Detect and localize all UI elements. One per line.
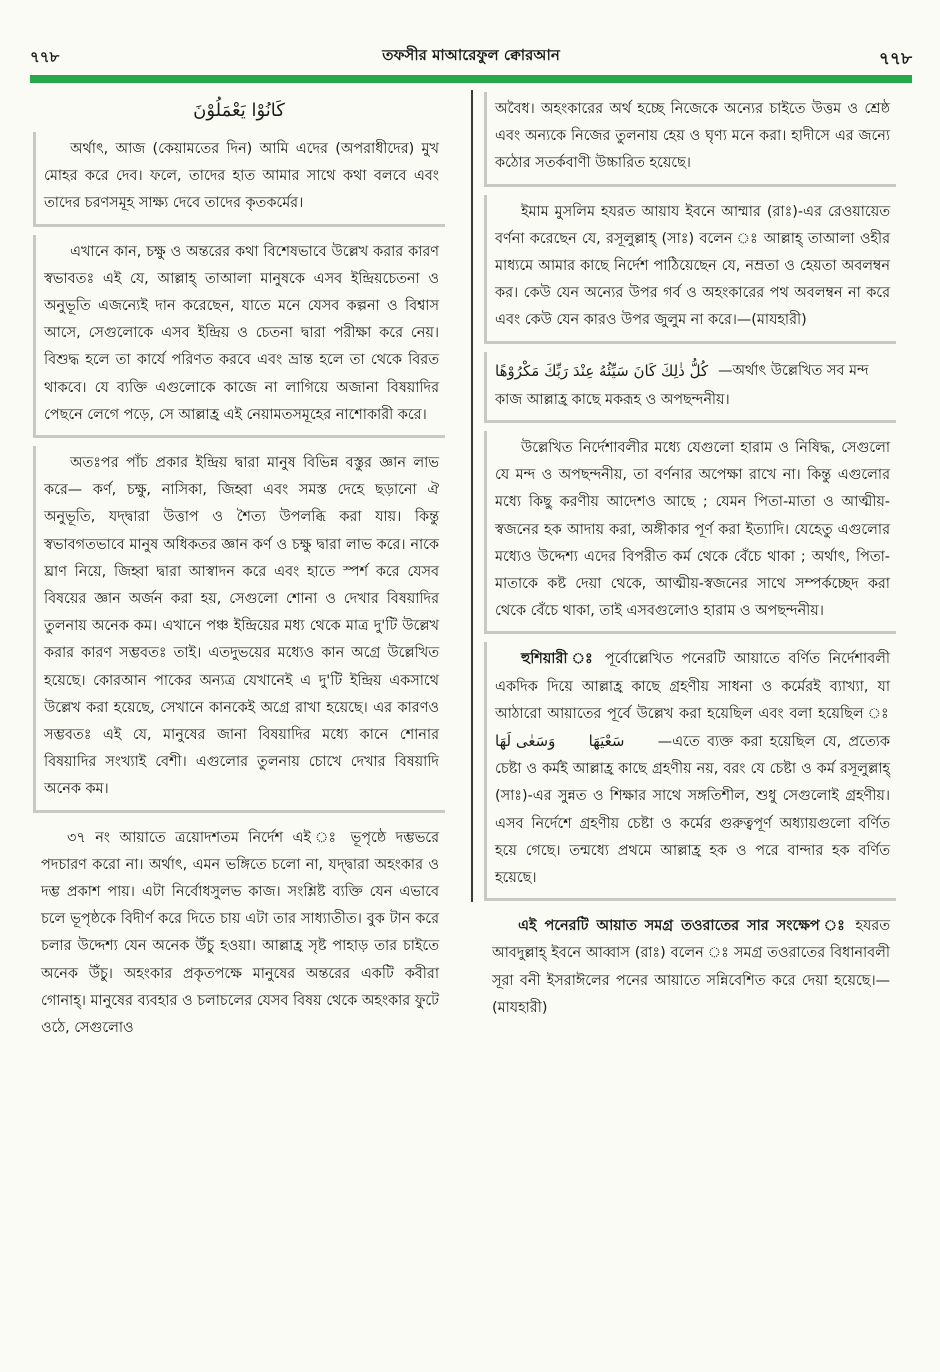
paragraph [484, 195, 896, 344]
paragraph-text: কাজ আল্লাহ্র কাছে মকরূহ ও অপছন্দনীয়। [495, 391, 730, 408]
paragraph [33, 235, 445, 438]
paragraph-text: অতঃপর পাঁচ প্রকার ইন্দ্রিয় দ্বারা মানুষ বিভিন্ন বস্তুর জ্ঞান লাভ করে— কর্ণ, চক্ষু, নাসিকা, জিহ্বা এবং সমস্ত দেহে ছড়ানো ঐ অনুভূতি, যদ্দ্বারা উত্তাপ ও শৈত্য উপলব্ধি করা যায়। কিন্তু স্বভাবগতভাবে মানুষ অধিকতর জ্ঞান কর্ণ ও চক্ষু দ্বারা লাভ করে। নাকে ঘ্রাণ নিয়ে, জিহ্বা দ্বারা আস্বাদন করে এবং হাতে স্পর্শ করে যেসব বিষয়ের জ্ঞান অর্জন করা হয়, সেগুলো শোনা ও দেখার বিষয়াদির তুলনায় অনেক কম। এখানে পঞ্চ ইন্দ্রিয়ের মধ্য থেকে মাত্র দু'টি উল্লেখ করার কারণ সম্ভবতঃ তাই। এতদুভয়ের মধ্যেও কান অগ্রে উল্লেখিত হয়েছে। কোরআন পাকের অন্যত্র যেখানেই এ দু'টি ইন্দ্রিয় একসাথে উল্লেখ করা হয়েছে, সেখানে কানকেই অগ্রে রাখা হয়েছে। এর কারণও সম্ভবতঃ এই যে, মানুষের জানা বিষয়াদির মধ্যে কানে শোনার বিষয়াদির সংখ্যাই বেশী। এগুলোর তুলনায় চোখে দেখার বিষয়াদি অনেক কম। [44, 455, 439, 798]
column-divider [471, 90, 473, 902]
right-column [484, 92, 896, 1036]
arabic-verse: كُلُّ ذٰلِكَ كَانَ سَيِّئُهُ عِنْدَ رَبِّكَ مَكْرُوْهًا [495, 361, 709, 380]
paragraph-text: এখানে কান, চক্ষু ও অন্তরের কথা বিশেষভাবে উল্লেখ করার কারণ স্বভাবতঃ এই যে, আল্লাহ্ তাআলা মানুষকে এসব ইন্দ্রিয়চেতনা ও অনুভূতি এজন্যেই দান করেছেন, যাতে মনে যেসব কল্পনা ও বিশ্বাস আসে, সেগুলোকে এসব ইন্দ্রিয় ও চেতনা দ্বারা পরীক্ষা করে নেয়। বিশুদ্ধ হলে তা কার্যে পরিণত করবে এবং ভ্রান্ত হলে তা থেকে বিরত থাকবে। যে ব্যক্তি এগুলোকে কাজে না লাগিয়ে অজানা বিষয়াদির পেছনে লেগে পড়ে, সে আল্লাহ্র এই নেয়ামতসমূহের নাশোকারী করে। [44, 243, 439, 423]
paragraph [484, 909, 896, 1028]
paragraph [484, 642, 896, 901]
paragraph-text-part: পূর্বোল্লেখিত পনেরটি আয়াতে বর্ণিত নির্দেশাবলী একদিক দিয়ে আল্লাহ্র কাছে গ্রহণীয় সাধনা ও কর্মেরই ব্যাখ্যা, যা আঠারো আয়াতের পূর্বে উল্লেখ করা হয়েছিল এবং বলা হয়েছিল ঃ [495, 651, 891, 722]
left-column [33, 92, 445, 1056]
paragraph-text [495, 646, 890, 892]
paragraph-text: অবৈধ। অহংকারের অর্থ হচ্ছে নিজেকে অন্যের চাইতে উত্তম ও শ্রেষ্ঠ এবং অন্যকে নিজের তুলনায় হেয় ও ঘৃণ্য মনে করা। হাদীসে এর জন্যে কঠোর সতর্কবাণী উচ্চারিত হয়েছে। [495, 101, 890, 172]
arabic-heading: كَانُوْا يَعْمَلُوْنَ [193, 100, 285, 121]
paragraph [33, 446, 445, 813]
paragraph-text: ইমাম মুসলিম হযরত আয়ায ইবনে আম্মার (রাঃ)-এর রেওয়ায়েত বর্ণনা করেছেন যে, রসূলুল্লাহ্ (সাঃ) বলেন ঃ আল্লাহ্ তাআলা ওহীর মাধ্যমে আমার কাছে নির্দেশ পাঠিয়েছেন যে, নম্রতা ও হেয়তা অবলম্বন কর। কেউ যেন অন্যের উপর গর্ব ও অহংকারের পথ অবলম্বন না করে এবং কেউ যেন কারও উপর জুলুম না করে।—(মাযহারী) [495, 203, 890, 329]
header-rule [30, 75, 912, 83]
paragraph-text: উল্লেখিত নির্দেশাবলীর মধ্যে যেগুলো হারাম ও নিষিদ্ধ, সেগুলো যে মন্দ ও অপছন্দনীয়, তা বর্ণনার অপেক্ষা রাখে না। কিন্তু এগুলোর মধ্যে কিছু করণীয় আদেশও আছে ; যেমন পিতা-মাতা ও আত্মীয়-স্বজনের হক আদায় করা, অঙ্গীকার পূর্ণ করা ইত্যাদি। যেহেতু এগুলোর মধ্যেও উদ্দেশ্য এদের বিপরীত কর্ম থেকে বেঁচে থাকা ; অর্থাৎ, পিতা-মাতাকে কষ্ট দেয়া থেকে, আত্মীয়-স্বজনের সাথে সম্পর্কচ্ছেদ করা থেকে বেঁচে থাকা, তাই এসবগুলোও হারাম ও অপছন্দনীয়। [495, 440, 890, 620]
arabic-phrase: سَعْيَهَا [588, 732, 625, 751]
paragraph [484, 352, 896, 423]
page-number-left: ৭৭৮ [30, 48, 60, 66]
paragraph [484, 431, 896, 634]
paragraph [33, 132, 445, 227]
verse-translation-start: —অর্থাৎ উল্লেখিত সব মন্দ [718, 362, 869, 379]
running-title: তফসীর মাআরেফুল ক্বোরআন [382, 46, 560, 64]
paragraph-text: ৩৭ নং আয়াতে ত্রয়োদশতম নির্দেশ এই ঃ ভূপৃষ্ঠে দম্ভভরে পদচারণ করো না। অর্থাৎ, এমন ভঙ্গিতে চলো না, যদ্দ্বারা অহংকার ও দম্ভ প্রকাশ পায়। এটা নির্বোধসুলভ কাজ। সংশ্লিষ্ট ব্যক্তি যেন এভাবে চলে ভূপৃষ্ঠকে বিদীর্ণ করে দিতে চায় এটা তার সাধ্যাতীত। বুক টান করে চলার উদ্দেশ্য যেন অনেক উঁচু হওয়া। আল্লাহ্র সৃষ্ট পাহাড় তার চাইতে অনেক উঁচু। অহংকার প্রকৃতপক্ষে মানুষের অন্তরের একটি কবীরা গোনাহ্। মানুষের ব্যবহার ও চলাচলের যেসব বিষয় থেকে অহংকার ফুটে ওঠে, সেগুলোও [41, 829, 439, 1037]
paragraph [484, 92, 896, 187]
paragraph-text-part: —এতে ব্যক্ত করা হয়েছিল যে, প্রত্যেক চেষ্টা ও কর্মই আল্লাহ্র কাছে গ্রহণীয় নয়, বরং যে চেষ্টা ও কর্ম রসূলুল্লাহ্ (সাঃ)-এর সুন্নত ও শিক্ষার সাথে সঙ্গতিশীল, শুধু সেগুলোই গ্রহণীয়। এসব নির্দেশে গ্রহণীয় চেষ্টা ও কর্মের গুরুত্বপূর্ণ অধ্যায়গুলো বর্ণিত হয়ে গেছে। তন্মধ্যে প্রথমে আল্লাহ্র হক ও পরে বান্দার হক বর্ণিত হয়েছে। [495, 734, 890, 887]
paragraph-text: অর্থাৎ, আজ (কেয়ামতের দিন) আমি এদের (অপরাধীদের) মুখ মোহর করে দেব। ফলে, তাদের হাত আমার সাথে কথা বলবে এবং তাদের চরণসমূহ সাক্ষ্য দেবে তাদের কৃতকর্মের। [44, 141, 439, 212]
paragraph-text [492, 913, 890, 1022]
arabic-phrase: وَسَعٰى لَهَا [495, 732, 556, 751]
warning-heading: হুশিয়ারী ঃ [521, 651, 597, 668]
verse-line [495, 358, 890, 385]
page-number-right: ৭৭৮ [878, 49, 912, 69]
paragraph [33, 821, 445, 1049]
section-heading: এই পনেরটি আয়াত সমগ্র তওরাতের সার সংক্ষেপ ঃ [518, 918, 848, 935]
page-header [30, 40, 912, 80]
paragraph-text-part: হযরত আবদুল্লাহ্ ইবনে আব্বাস (রাঃ) বলেন ঃ সমগ্র তওরাতের বিধানাবলী সূরা বনী ইসরাঈলের পনের আয়াতে সন্নিবেশিত করে দেয়া হয়েছে।—(মাযহারী) [492, 918, 890, 1016]
